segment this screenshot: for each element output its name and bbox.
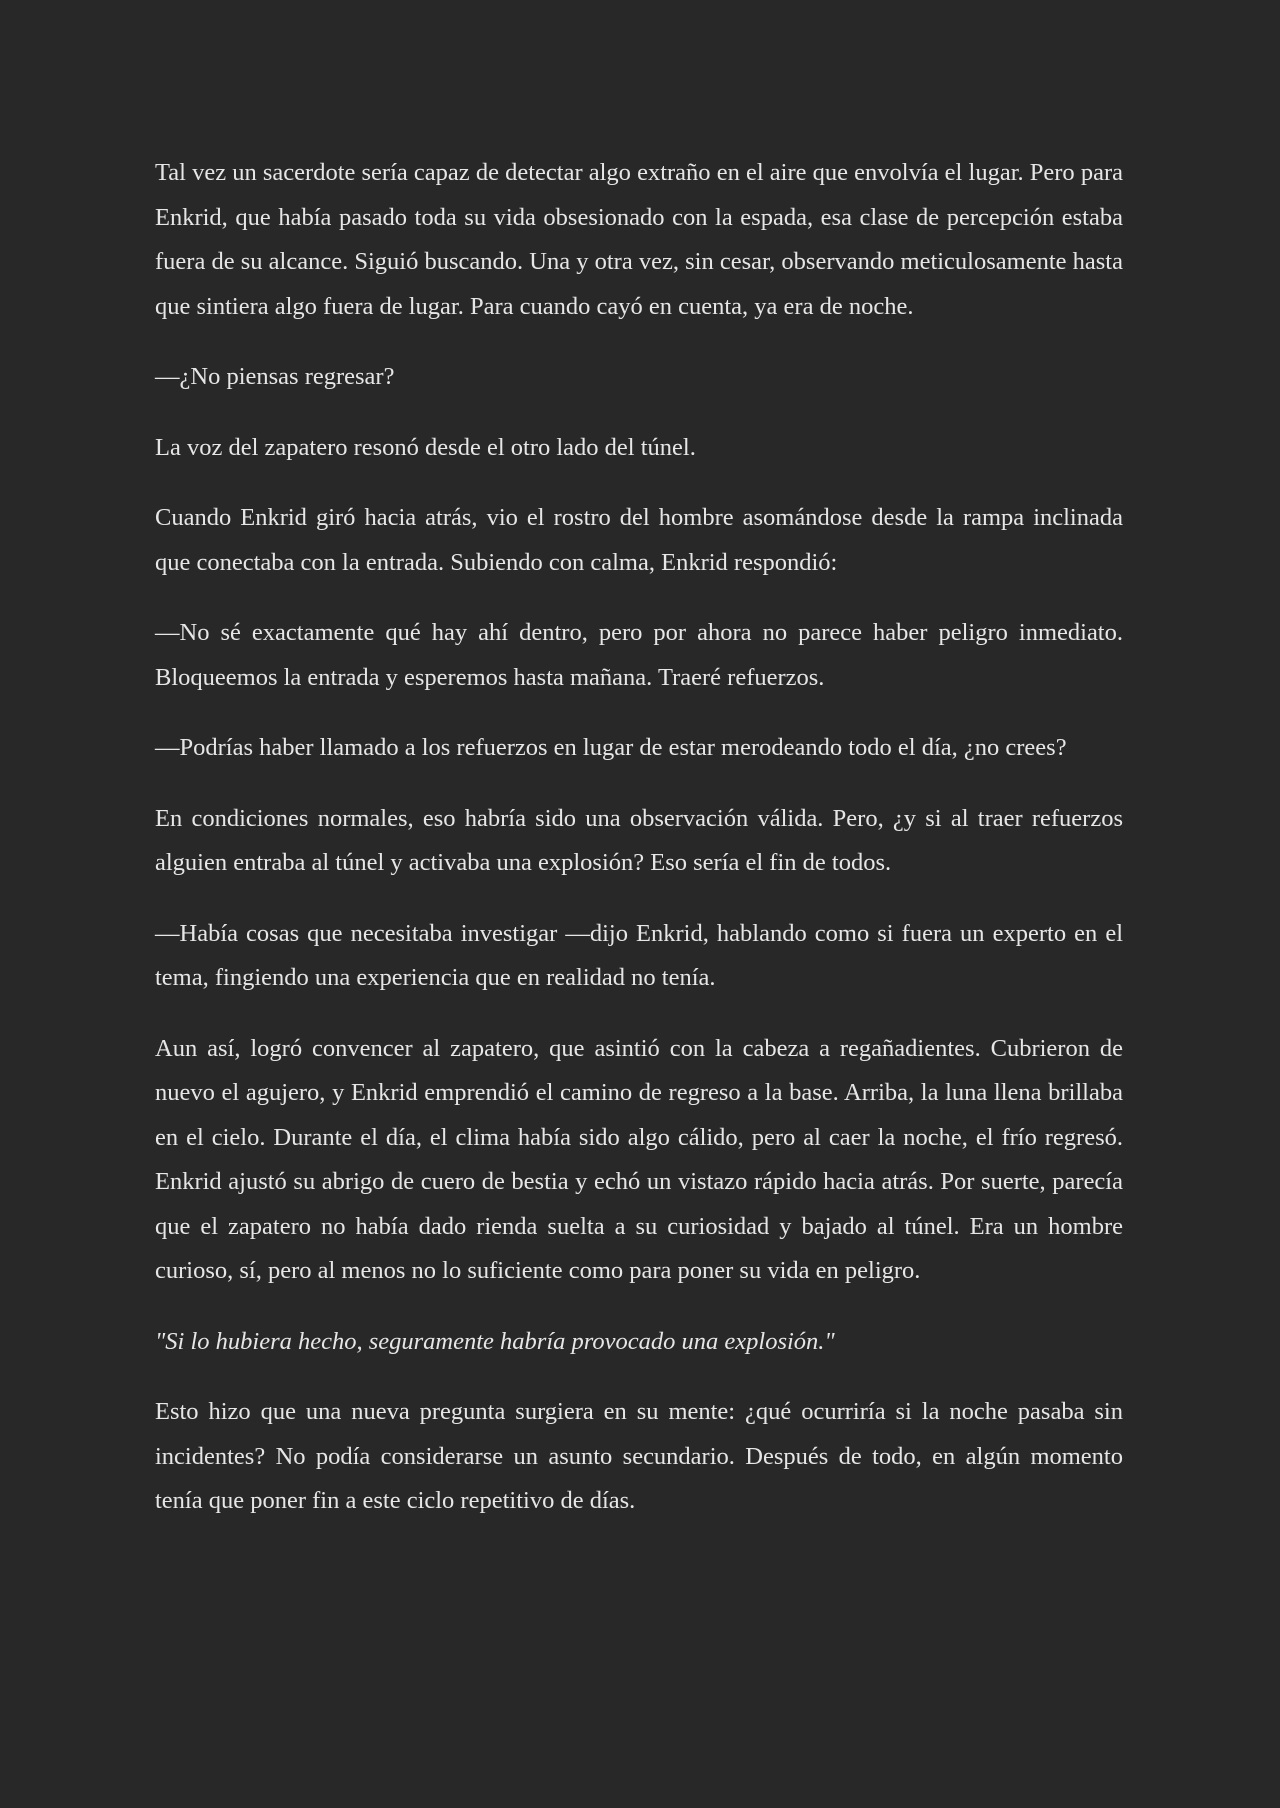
dialogue-line: —No sé exactamente qué hay ahí dentro, pero por ahora no parece haber peligro inmediato. Bloqueemos la entrada y esperemos hasta mañana. Traeré refuerzos. — [155, 619, 1123, 691]
reader-page — [155, 151, 1123, 1550]
paragraph: Tal vez un sacerdote sería capaz de detectar algo extraño en el aire que envolvía el lugar. Pero para Enkrid, que había pasado toda su vida obsesionado con la espada, esa clase de percepción estaba fuera de su alcance. Siguió buscando. Una y otra vez, sin cesar, observando meticulosamente hasta que sintiera algo fuera de lugar. Para cuando cayó en cuenta, ya era de noche. — [155, 159, 1123, 320]
paragraph: Esto hizo que una nueva pregunta surgiera en su mente: ¿qué ocurriría si la noche pasaba sin incidentes? No podía considerarse un asunto secundario. Después de todo, en algún momento tenía que poner fin a este ciclo repetitivo de días. — [155, 1398, 1123, 1514]
paragraph: La voz del zapatero resonó desde el otro lado del túnel. — [155, 433, 696, 461]
paragraph: Aun así, logró convencer al zapatero, que asintió con la cabeza a regañadientes. Cubrieron de nuevo el agujero, y Enkrid emprendió el camino de regreso a la base. Arriba, la luna llena brillaba en el cielo. Durante el día, el clima había sido algo cálido, pero al caer la noche, el frío regresó. Enkrid ajustó su abrigo de cuero de bestia y echó un vistazo rápido hacia atrás. Por suerte, parecía que el zapatero no había dado rienda suelta a su curiosidad y bajado al túnel. Era un hombre curioso, sí, pero al menos no lo suficiente como para poner su vida en peligro. — [155, 1034, 1123, 1284]
dialogue-line: —¿No piensas regresar? — [155, 363, 395, 390]
dialogue-line: —Podrías haber llamado a los refuerzos en lugar de estar merodeando todo el día, ¿no crees? — [155, 734, 1067, 761]
paragraph: Cuando Enkrid giró hacia atrás, vio el rostro del hombre asomándose desde la rampa inclinada que conectaba con la entrada. Subiendo con calma, Enkrid respondió: — [155, 504, 1123, 576]
paragraph: En condiciones normales, eso habría sido una observación válida. Pero, ¿y si al traer refuerzos alguien entraba al túnel y activaba una explosión? Eso sería el fin de todos. — [155, 804, 1123, 876]
dialogue-line: —Había cosas que necesitaba investigar —dijo Enkrid, hablando como si fuera un experto en el tema, fingiendo una experiencia que en realidad no tenía. — [155, 919, 1123, 991]
thought-line: "Si lo hubiera hecho, seguramente habría provocado una explosión." — [155, 1327, 835, 1355]
